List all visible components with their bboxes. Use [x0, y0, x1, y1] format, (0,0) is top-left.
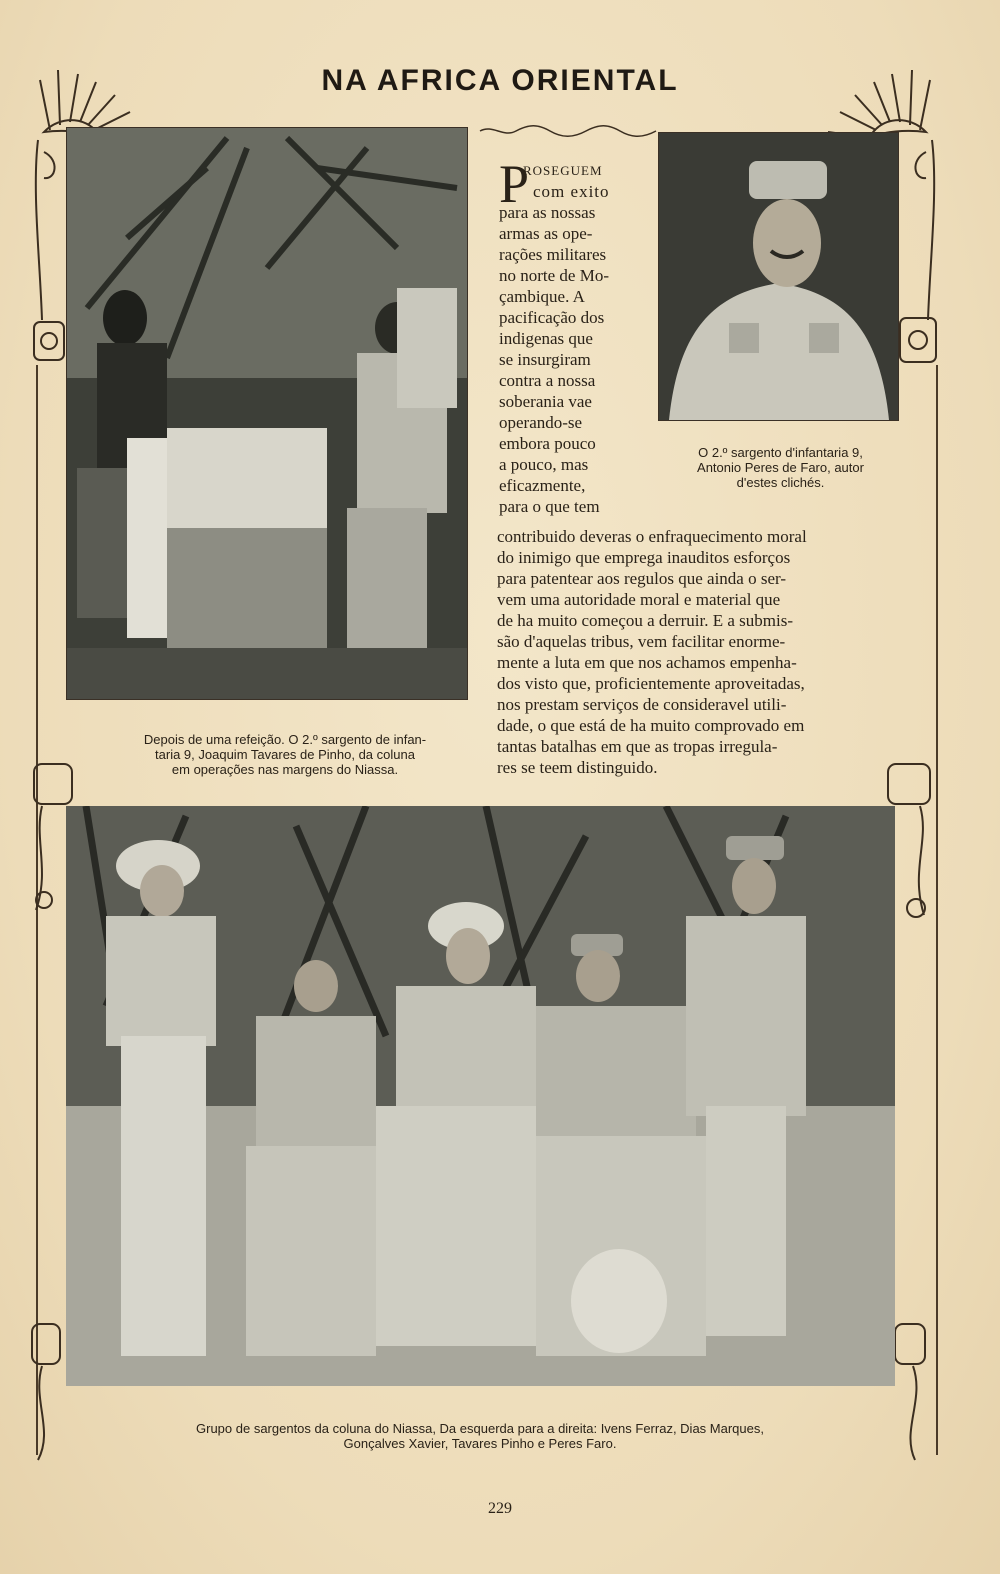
article-line: nos prestam serviços de consideravel utili-: [497, 695, 787, 714]
article-wide-column: [497, 526, 907, 778]
article-line: armas as ope-: [499, 224, 593, 243]
article-line: contra a nossa: [499, 371, 596, 390]
article-line: são d'aquelas tribus, vem facilitar enorme-: [497, 632, 786, 651]
article-line: ROSEGUEM: [523, 163, 603, 178]
article-line: eficazmente,: [499, 476, 586, 495]
article-line: embora pouco: [499, 434, 596, 453]
article-narrow-column: [499, 154, 635, 517]
article-line: para as nossas: [499, 203, 596, 222]
article-line: pacificação dos: [499, 308, 605, 327]
caption-portrait-line: Antonio Peres de Faro, autor: [697, 460, 864, 475]
photo-meal-image: [67, 128, 467, 699]
photo-portrait: [658, 132, 899, 421]
photo-meal: [66, 127, 468, 700]
photo-group-image: [66, 806, 895, 1386]
article-line: operando-se: [499, 413, 583, 432]
caption-portrait-line: d'estes clichés.: [736, 475, 825, 490]
page-title: NA AFRICA ORIENTAL: [321, 64, 679, 97]
caption-portrait-line: O 2.º sargento d'infantaria 9,: [698, 445, 863, 460]
caption-meal-line: em operações nas margens do Niassa.: [171, 762, 399, 777]
article-line: indigenas que: [499, 329, 593, 348]
caption-meal-line: Depois de uma refeição. O 2.º sargento de infan-: [143, 732, 427, 747]
caption-group-line: Gonçalves Xavier, Tavares Pinho e Peres Faro.: [343, 1436, 617, 1451]
article-line: tantas batalhas em que as tropas irregula-: [497, 737, 778, 756]
article-line: de ha muito começou a derruir. E a submis-: [497, 611, 793, 630]
article-line: mente a luta em que nos achamos empenha-: [497, 653, 797, 672]
photo-group: [66, 806, 895, 1386]
scroll-rule-icon: [478, 124, 658, 138]
caption-portrait: [658, 445, 903, 490]
article-line: a pouco, mas: [499, 455, 589, 474]
page-number: 229: [488, 1500, 512, 1517]
article-line: se insurgiram: [499, 350, 591, 369]
article-line: soberania vae: [499, 392, 592, 411]
caption-meal: [100, 732, 470, 777]
article-line: res se teem distinguido.: [497, 758, 658, 777]
article-line: para o que tem: [499, 497, 600, 516]
article-line: com exito: [533, 182, 610, 201]
article-line: dade, o que está de ha muito comprovado em: [497, 716, 805, 735]
article-line: para patentear aos regulos que ainda o ser-: [497, 569, 786, 588]
article-line: rações militares: [499, 245, 607, 264]
photo-portrait-image: [659, 133, 898, 420]
article-line: no norte de Mo-: [499, 266, 610, 285]
caption-meal-line: taria 9, Joaquim Tavares de Pinho, da coluna: [155, 747, 415, 762]
article-dropcap: P: [499, 154, 530, 214]
article-line: contribuido deveras o enfraquecimento moral: [497, 527, 807, 546]
caption-group: [100, 1421, 860, 1451]
caption-group-line: Grupo de sargentos da coluna do Niassa, Da esquerda para a direita: Ivens Ferraz, Dias Marques,: [196, 1421, 764, 1436]
article-line: do inimigo que emprega inauditos esforços: [497, 548, 791, 567]
article-line: çambique. A: [499, 287, 585, 306]
article-line: vem uma autoridade moral e material que: [497, 590, 781, 609]
article-line: dos visto que, proficientemente aproveitadas,: [497, 674, 805, 693]
